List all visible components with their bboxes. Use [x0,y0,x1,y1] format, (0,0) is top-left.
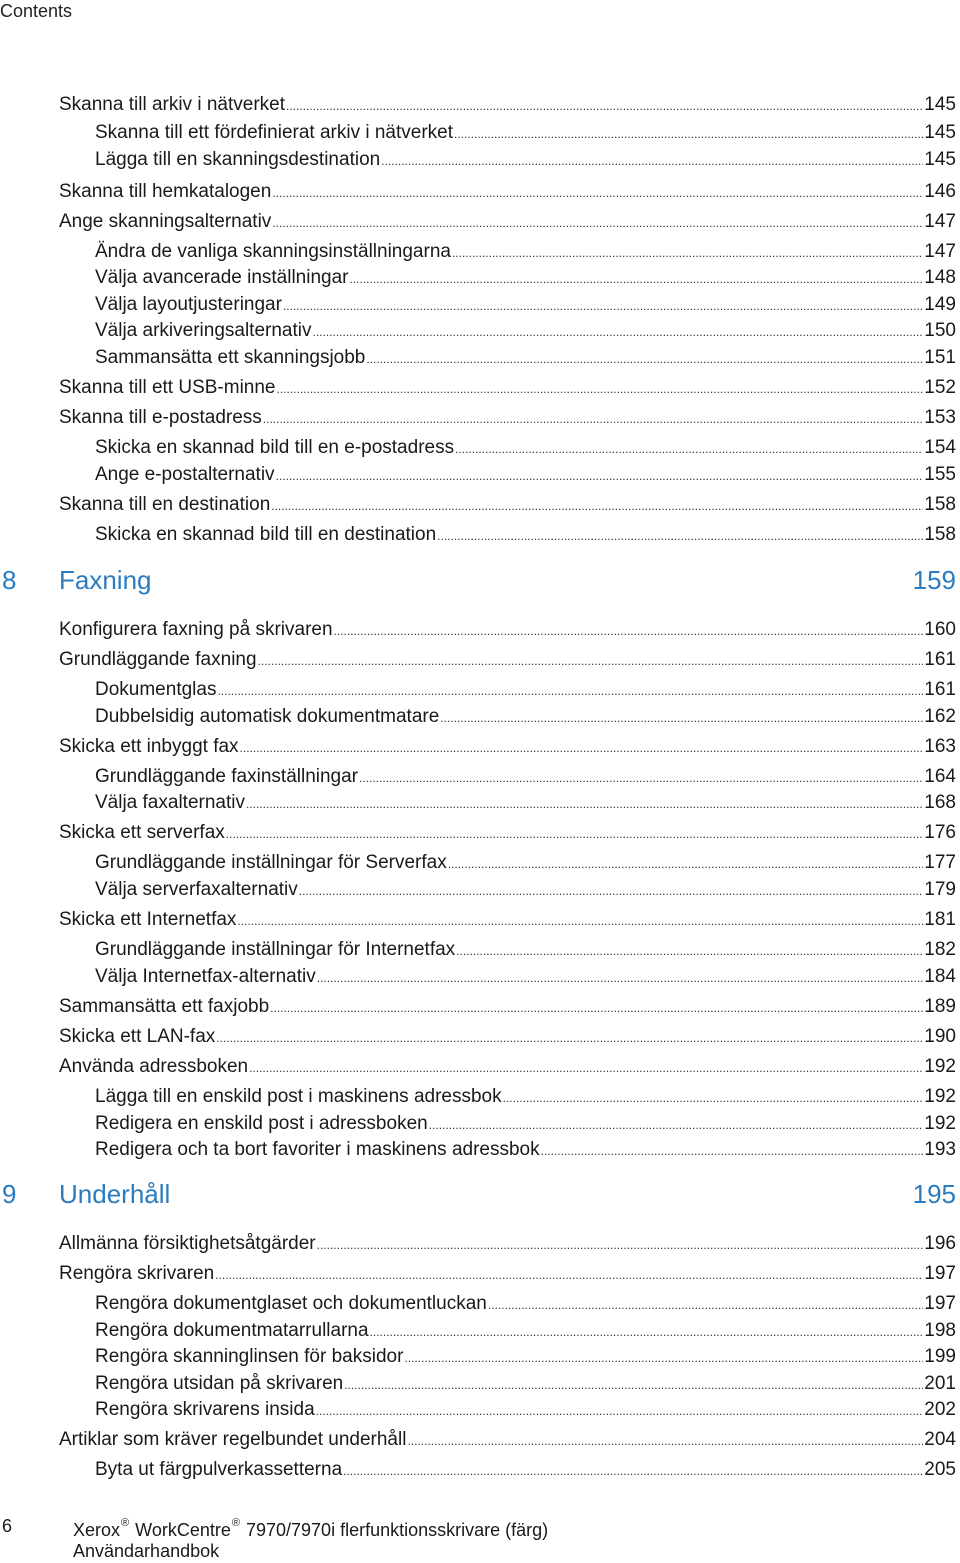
toc-subentry[interactable] [95,1372,956,1397]
toc-entry[interactable] [59,1428,956,1453]
toc-entry-page-number: 164 [924,766,956,787]
toc-subentry[interactable] [95,878,956,903]
footer-page-number: 6 [2,1516,13,1536]
toc-entry-title: Artiklar som kräver regelbundet underhåll [59,1429,407,1450]
dot-leader [249,1055,923,1080]
toc-subentry[interactable] [95,678,956,703]
header-label: Contents [0,1,73,21]
toc-subentry[interactable] [95,1345,956,1370]
dot-leader [272,210,923,235]
toc-entry-title: Skicka en skannad bild till en destination [95,524,437,545]
toc-entry[interactable] [59,1232,956,1257]
toc-entry[interactable] [59,735,956,760]
toc-entry-page-number: 199 [924,1346,956,1367]
toc-entry-page-number: 158 [924,524,956,545]
toc-entry-title: Rengöra dokumentmatarrullarna [95,1320,369,1341]
chapter-heading[interactable] [0,1178,956,1210]
dot-leader [316,1398,924,1423]
toc-entry[interactable] [59,618,956,643]
toc-entry-page-number: 154 [924,437,956,458]
dot-leader [270,995,923,1020]
footer-product-line: WorkCentre [135,1520,231,1540]
dot-leader [276,463,924,488]
toc-entry-page-number: 160 [924,619,956,640]
dot-leader [437,523,923,548]
toc-entry-page-number: 179 [924,879,956,900]
toc-subentry[interactable] [95,523,956,548]
dot-leader [317,965,924,990]
toc-entry-title: Skicka ett LAN-fax [59,1026,216,1047]
toc-entry-title: Använda adressboken [59,1056,249,1077]
toc-entry-title: Ange e-postalternativ [95,464,275,485]
toc-subentry[interactable] [95,938,956,963]
footer-brand: Xerox [73,1520,121,1540]
toc-entry[interactable] [59,93,956,118]
toc-subentry[interactable] [95,463,956,488]
toc-entry-page-number: 148 [924,267,956,288]
toc-entry-page-number: 181 [924,909,956,930]
toc-subentry[interactable] [95,705,956,730]
toc-entry-page-number: 202 [924,1399,956,1420]
toc-subentry[interactable] [95,293,956,318]
toc-entry-title: Skicka ett serverfax [59,822,225,843]
dot-leader [317,1232,924,1257]
footer-manual-title: Användarhandbok [73,1541,220,1561]
toc-entry[interactable] [59,821,956,846]
toc-entry-page-number: 197 [924,1293,956,1314]
toc-subentry[interactable] [95,1398,956,1423]
toc-entry-title: Byta ut färgpulverkassetterna [95,1459,343,1480]
dot-leader [286,93,923,118]
dot-leader [454,121,923,146]
dot-leader [455,436,923,461]
toc-entry-title: Grundläggande faxning [59,649,257,670]
footer-product-name [73,1514,548,1542]
chapter-number: 9 [2,1179,17,1209]
chapter-page-number: 159 [912,565,956,595]
toc-entry-page-number: 161 [924,679,956,700]
toc-entry-title: Konfigurera faxning på skrivaren [59,619,333,640]
dot-leader [343,1458,923,1483]
toc-entry-page-number: 196 [924,1233,956,1254]
toc-entry-page-number: 193 [924,1139,956,1160]
toc-entry-page-number: 177 [924,852,956,873]
toc-entry-page-number: 161 [924,649,956,670]
toc-entry-page-number: 155 [924,464,956,485]
toc-entry-title: Ange skanningsalternativ [59,211,272,232]
dot-leader [448,851,924,876]
toc-entry-title: Skicka en skannad bild till en e-postadress [95,437,455,458]
toc-entry[interactable] [59,376,956,401]
toc-entry-page-number: 163 [924,736,956,757]
dot-leader [404,1345,923,1370]
registered-mark: ® [121,1517,130,1529]
toc-subentry[interactable] [95,148,956,173]
toc-entry-page-number: 182 [924,939,956,960]
toc-entry-page-number: 151 [924,347,956,368]
toc-entry[interactable] [59,1025,956,1050]
toc-entry-page-number: 198 [924,1320,956,1341]
toc-entry-page-number: 192 [924,1113,956,1134]
toc-entry-title: Redigera en enskild post i adressboken [95,1113,428,1134]
chapter-heading[interactable] [0,564,956,596]
toc-entry-page-number: 201 [924,1373,956,1394]
toc-entry[interactable] [59,180,956,205]
toc-entry-title: Ändra de vanliga skanningsinställningarna [95,241,451,262]
toc-entry-page-number: 192 [924,1056,956,1077]
toc-entry[interactable] [59,995,956,1020]
toc-entry-title: Redigera och ta bort favoriter i maskinens adressbok [95,1139,540,1160]
toc-subentry[interactable] [95,1292,956,1317]
toc-subentry[interactable] [95,1319,956,1344]
toc-entry-title: Skanna till e-postadress [59,407,262,428]
toc-entry-title: Dubbelsidig automatisk dokumentmatare [95,706,440,727]
dot-leader [215,1262,923,1287]
toc-entry-page-number: 147 [924,241,956,262]
toc-entry[interactable] [59,908,956,933]
toc-entry[interactable] [59,406,956,431]
toc-subentry[interactable] [95,1112,956,1137]
dot-leader [366,346,923,371]
toc-entry-page-number: 145 [924,122,956,143]
toc-entry-title: Skanna till en destination [59,494,271,515]
toc-entry-page-number: 152 [924,377,956,398]
toc-entry-title: Grundläggande inställningar för Serverfax [95,852,447,873]
dot-leader [488,1292,923,1317]
dot-leader [299,878,924,903]
toc-entry-page-number: 158 [924,494,956,515]
chapter-number: 8 [2,565,17,595]
toc-entry-title: Sammansätta ett faxjobb [59,996,270,1017]
toc-entry-page-number: 204 [924,1429,956,1450]
dot-leader [429,1112,924,1137]
toc-subentry[interactable] [95,121,956,146]
toc-entry-title: Skanna till hemkatalogen [59,181,272,202]
toc-entry-page-number: 145 [924,149,956,170]
toc-entry-page-number: 149 [924,294,956,315]
toc-subentry[interactable] [95,240,956,265]
toc-entry-page-number: 190 [924,1026,956,1047]
toc-entry-page-number: 197 [924,1263,956,1284]
toc-entry-page-number: 153 [924,407,956,428]
dot-leader [246,791,923,816]
dot-leader [313,319,924,344]
toc-entry[interactable] [59,493,956,518]
toc-entry-title: Grundläggande faxinställningar [95,766,359,787]
dot-leader [370,1319,924,1344]
toc-entry-title: Allmänna försiktighetsåtgärder [59,1233,316,1254]
toc-subentry[interactable] [95,1085,956,1110]
dot-leader [240,735,924,760]
dot-leader [272,180,923,205]
toc-entry-title: Välja serverfaxalternativ [95,879,298,900]
toc-entry[interactable] [59,210,956,235]
toc-entry-title: Lägga till en enskild post i maskinens adressbok [95,1086,502,1107]
toc-subentry[interactable] [95,1458,956,1483]
toc-subentry[interactable] [95,851,956,876]
toc-entry-page-number: 189 [924,996,956,1017]
dot-leader [237,908,923,933]
toc-entry-page-number: 184 [924,966,956,987]
footer-model: 7970/7970i flerfunktionsskrivare (färg) [245,1520,549,1540]
chapter-title: Faxning [59,565,152,595]
toc-entry-title: Skanna till ett fördefinierat arkiv i nätverket [95,122,454,143]
toc-entry-title: Grundläggande inställningar för Internetfax [95,939,456,960]
toc-subentry[interactable] [95,791,956,816]
toc-entry-title: Rengöra skanninglinsen för baksidor [95,1346,404,1367]
dot-leader [456,938,923,963]
toc-subentry[interactable] [95,266,956,291]
toc-entry-title: Välja arkiveringsalternativ [95,320,312,341]
toc-entry-page-number: 176 [924,822,956,843]
chapter-page-number: 195 [912,1179,956,1209]
toc-entry-title: Rengöra utsidan på skrivaren [95,1373,344,1394]
toc-entry[interactable] [59,1055,956,1080]
toc-entry-title: Sammansätta ett skanningsjobb [95,347,366,368]
dot-leader [334,618,924,643]
toc-entry-page-number: 168 [924,792,956,813]
dot-leader [359,765,923,790]
dot-leader [271,493,923,518]
toc-subentry[interactable] [95,1138,956,1163]
toc-entry-title: Välja faxalternativ [95,792,245,813]
dot-leader [216,1025,923,1050]
toc-entry-page-number: 150 [924,320,956,341]
dot-leader [258,648,924,673]
dot-leader [503,1085,924,1110]
toc-entry-title: Skicka ett Internetfax [59,909,237,930]
toc-subentry[interactable] [95,319,956,344]
toc-entry-title: Rengöra skrivarens insida [95,1399,315,1420]
toc-entry-title: Skanna till ett USB-minne [59,377,276,398]
toc-entry-title: Skicka ett inbyggt fax [59,736,239,757]
dot-leader [350,266,924,291]
dot-leader [263,406,924,431]
toc-entry-title: Rengöra dokumentglaset och dokumentluckan [95,1293,487,1314]
dot-leader [407,1428,923,1453]
registered-mark: ® [231,1517,240,1529]
dot-leader [452,240,923,265]
toc-entry-title: Välja layoutjusteringar [95,294,282,315]
toc-entry-title: Välja Internetfax-alternativ [95,966,316,987]
toc-subentry[interactable] [95,346,956,371]
toc-entry-page-number: 147 [924,211,956,232]
dot-leader [440,705,923,730]
dot-leader [541,1138,924,1163]
toc-subentry[interactable] [95,765,956,790]
toc-entry-page-number: 192 [924,1086,956,1107]
dot-leader [381,148,923,173]
toc-entry[interactable] [59,648,956,673]
dot-leader [217,678,923,703]
dot-leader [277,376,924,401]
chapter-title: Underhåll [59,1179,171,1209]
toc-entry-page-number: 145 [924,94,956,115]
toc-entry-title: Rengöra skrivaren [59,1263,215,1284]
toc-entry[interactable] [59,1262,956,1287]
toc-entry-title: Dokumentglas [95,679,217,700]
toc-entry-page-number: 205 [924,1459,956,1480]
toc-entry-title: Skanna till arkiv i nätverket [59,94,285,115]
toc-subentry[interactable] [95,436,956,461]
toc-entry-title: Välja avancerade inställningar [95,267,349,288]
toc-entry-page-number: 162 [924,706,956,727]
page-header [0,0,72,22]
dot-leader [344,1372,923,1397]
dot-leader [283,293,923,318]
dot-leader [226,821,924,846]
toc-entry-title: Lägga till en skanningsdestination [95,149,381,170]
toc-entry-page-number: 146 [924,181,956,202]
toc-subentry[interactable] [95,965,956,990]
